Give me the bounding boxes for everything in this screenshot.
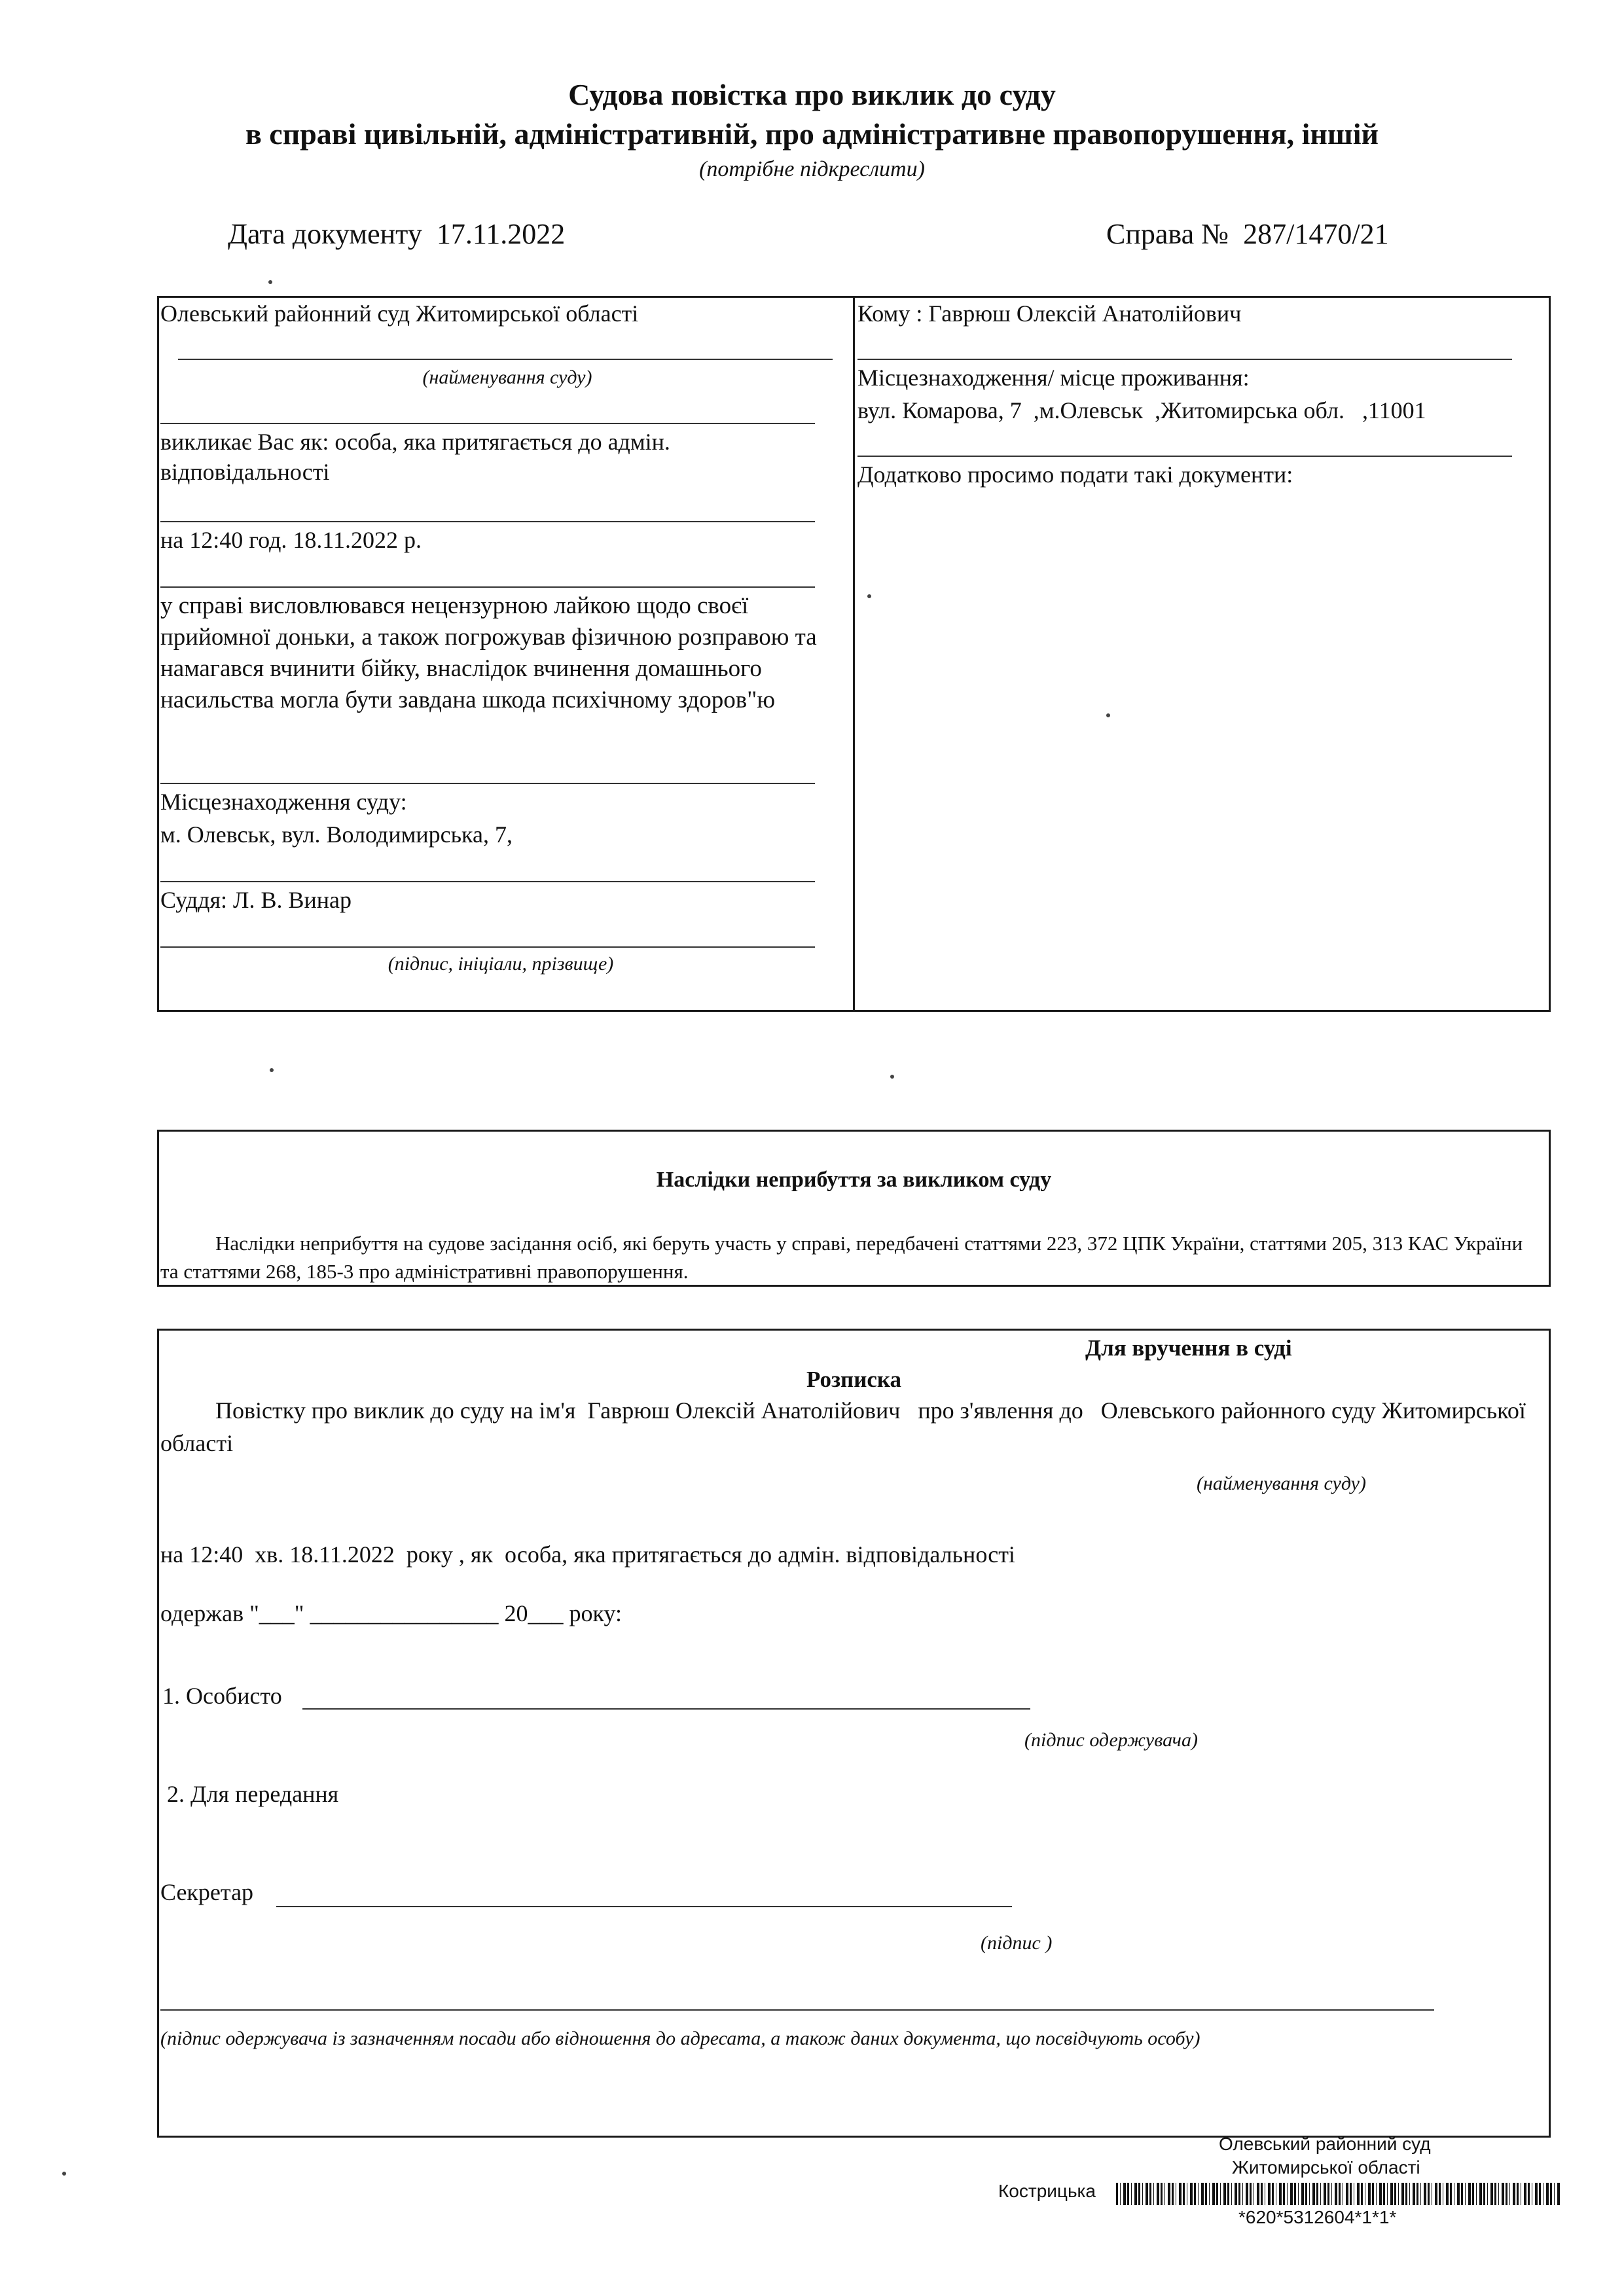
document-subtitle: в справі цивільній, адміністративній, про адміністративне правопорушення, іншій bbox=[245, 117, 1379, 151]
case-number bbox=[1106, 217, 1389, 251]
case-label: Справа № bbox=[1106, 218, 1229, 250]
rule bbox=[160, 881, 815, 882]
consequences-text: Наслідки неприбуття на судове засідання осіб, які беруть участь у справі, передбачені статтями 223, 372 ЦПК України, статтями 205, 313 КАС України та статтями 268, 185-3 про адміністративні правопорушення. bbox=[160, 1232, 1523, 1283]
clerk-name: Кострицька bbox=[998, 2181, 1096, 2201]
court-name: Олевський районний суд Житомирської області bbox=[160, 300, 639, 327]
scan-speck bbox=[890, 1075, 894, 1079]
case-description: у справі висловлювався нецензурною лайкою щодо своєї прийомної доньки, а також погрожував фізичною розправою та намагався вчинити бійку, внаслідок вчинення домашнього насильства могла бути завдана шкода психічному здоров"ю bbox=[160, 592, 817, 713]
summoned-as: викликає Вас як: особа, яка притягається до адмін. відповідальності bbox=[160, 429, 670, 485]
additional-documents: Додатково просимо подати такі документи: bbox=[857, 461, 1293, 488]
receipt-title: Розписка bbox=[806, 1367, 902, 1392]
scan-speck bbox=[62, 2172, 66, 2176]
scan-speck bbox=[270, 1068, 274, 1072]
rule bbox=[857, 456, 1512, 457]
received-line: одержав "___" ________________ 20___ року: bbox=[160, 1600, 623, 1626]
rule bbox=[160, 521, 815, 522]
judge-caption: (підпис, ініціали, прізвище) bbox=[388, 953, 614, 975]
secretary-signature-caption: (підпис ) bbox=[981, 1932, 1053, 1954]
stamp-court-line1: Олевський районний суд bbox=[1219, 2134, 1431, 2154]
transfer-label: 2. Для передання bbox=[167, 1781, 339, 1807]
document-date bbox=[228, 217, 565, 251]
underline-note: (потрібне підкреслити) bbox=[699, 157, 925, 181]
stamp-court-line2: Житомирської області bbox=[1232, 2157, 1420, 2178]
receipt-court-caption: (найменування суду) bbox=[1197, 1473, 1366, 1494]
consequences-title: Наслідки неприбуття за викликом суду bbox=[656, 1168, 1052, 1192]
receipt-time-line: на 12:40 хв. 18.11.2022 року , як особа, яка притягається до адмін. відповідальності bbox=[160, 1541, 1015, 1568]
bottom-caption: (підпис одержувача із зазначенням посади або відношення до адресата, а також даних документа, що посвідчують особу) bbox=[160, 2028, 1200, 2049]
scan-speck bbox=[268, 280, 272, 284]
date-value: 17.11.2022 bbox=[436, 218, 566, 250]
court-caption: (найменування суду) bbox=[422, 367, 592, 388]
bottom-signature-line bbox=[160, 2009, 1434, 2011]
case-value: 287/1470/21 bbox=[1243, 218, 1389, 250]
judge-name: Суддя: Л. В. Винар bbox=[160, 887, 352, 913]
rule bbox=[178, 359, 833, 360]
column-divider bbox=[853, 296, 855, 1012]
barcode-text: *620*5312604*1*1* bbox=[1238, 2207, 1397, 2227]
court-location-label: Місцезнаходження суду: bbox=[160, 789, 407, 815]
recipient-signature-caption: (підпис одержувача) bbox=[1024, 1729, 1198, 1751]
rule bbox=[160, 423, 815, 424]
recipient-signature-line bbox=[302, 1708, 1030, 1710]
residence-value: вул. Комарова, 7 ,м.Олевськ ,Житомирська обл. ,11001 bbox=[857, 397, 1426, 423]
residence-label: Місцезнаходження/ місце проживання: bbox=[857, 365, 1250, 391]
hearing-time: на 12:40 год. 18.11.2022 р. bbox=[160, 527, 422, 553]
barcode bbox=[1116, 2183, 1561, 2205]
personally-label: 1. Особисто bbox=[162, 1683, 282, 1709]
document-title: Судова повістка про виклик до суду bbox=[568, 78, 1056, 111]
receipt-text: Повістку про виклик до суду на ім'я Гаврюш Олексій Анатолійович про з'явлення до Олевського районного суду Житомирської області bbox=[160, 1397, 1532, 1456]
scan-speck bbox=[1106, 713, 1110, 717]
rule bbox=[160, 783, 815, 784]
date-label: Дата документу bbox=[228, 218, 422, 250]
signature-line bbox=[160, 946, 815, 948]
recipient-name: Кому : Гаврюш Олексій Анатолійович bbox=[857, 300, 1242, 327]
court-location-value: м. Олевськ, вул. Володимирська, 7, bbox=[160, 821, 513, 848]
for-court-label: Для вручення в суді bbox=[1085, 1335, 1292, 1361]
rule bbox=[160, 586, 815, 588]
rule bbox=[857, 359, 1512, 360]
secretary-label: Секретар bbox=[160, 1879, 254, 1905]
secretary-signature-line bbox=[276, 1906, 1012, 1907]
scan-speck bbox=[867, 594, 871, 598]
